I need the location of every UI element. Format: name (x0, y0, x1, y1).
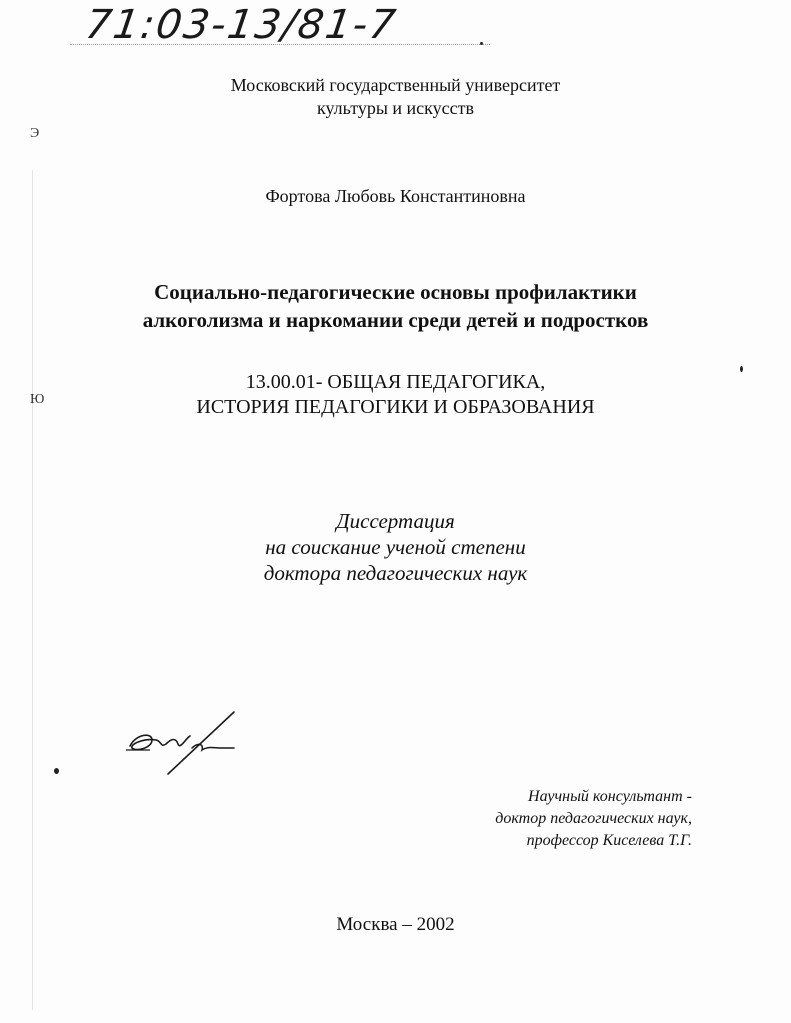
specialty-line-2: ИСТОРИЯ ПЕДАГОГИКИ И ОБРАЗОВАНИЯ (196, 396, 595, 418)
specialty-code (0, 370, 791, 420)
university-name (0, 74, 791, 120)
scan-margin-line (32, 170, 33, 1010)
degree-line-1: Диссертация (336, 509, 455, 533)
consultant-line-2: доктор педагогических наук, (495, 810, 692, 827)
scan-dot-left (54, 768, 59, 774)
handwritten-catalog-code: 71:03-13/81-7 (82, 2, 401, 48)
city-and-year: Москва – 2002 (336, 914, 455, 935)
title-line-1: Социально-педагогические основы профилактики (154, 280, 637, 304)
author-name: Фортова Любовь Константиновна (265, 186, 526, 206)
degree-line-3: доктора педагогических наук (263, 561, 528, 585)
title-line-2: алкоголизма и наркомании среди детей и подростков (142, 308, 649, 332)
margin-mark-middle: Ю (30, 392, 45, 407)
university-line-1: Московский государственный университет (230, 75, 561, 95)
specialty-line-1: 13.00.01- ОБЩАЯ ПЕДАГОГИКА, (245, 371, 546, 393)
university-line-2: культуры и искусств (316, 98, 475, 118)
code-dotted-line (70, 44, 490, 46)
handwritten-signature (122, 708, 242, 778)
consultant-line-1: Научный консультант - (528, 788, 692, 805)
consultant-line-3: профессор Киселева Т.Г. (526, 832, 692, 849)
dissertation-title (0, 278, 791, 334)
margin-mark-top: Э (30, 126, 40, 141)
scan-dot-top (480, 42, 483, 45)
scientific-consultant (452, 786, 692, 852)
degree-statement (0, 508, 791, 586)
scan-dot-right (740, 366, 743, 372)
degree-line-2: на соискание ученой степени (265, 535, 526, 559)
